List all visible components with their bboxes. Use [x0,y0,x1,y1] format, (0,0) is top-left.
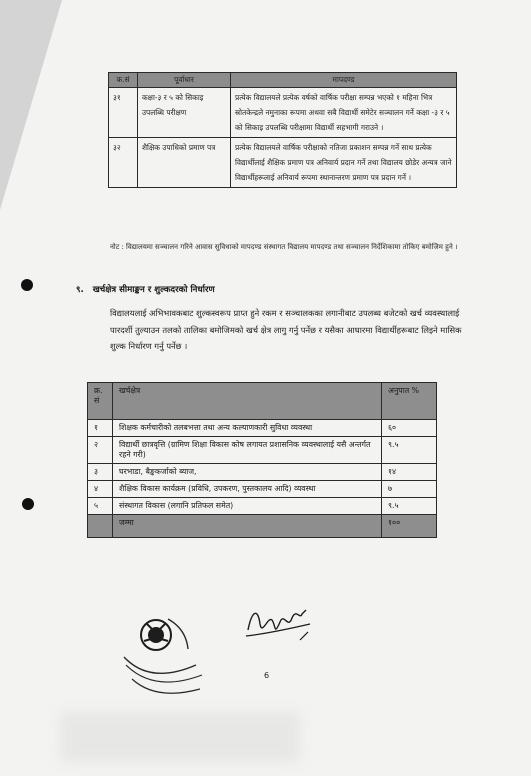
row-ratio: १४ [382,464,437,481]
page-number: 6 [264,671,270,680]
row-area: शैक्षिक विकास कार्यक्रम (प्रविधि, उपकरण, पुस्तकालय आदि) व्यवस्था [113,481,382,498]
section-title: खर्चक्षेत्र सीमाङ्कन र शुल्कदरको निर्धारण [92,285,215,295]
total-label: जम्मा [113,515,382,538]
row-ratio: ७ [382,481,437,498]
signature [244,600,314,646]
section-heading [76,283,215,295]
row-sn: ४ [88,481,113,498]
total-row [88,515,437,538]
scan-corner-shadow [0,0,62,210]
header-sn: क्र. सं [88,383,113,420]
row-area: शिक्षक कर्मचारीको तलबभत्ता तथा अन्य कल्याणकारी सुविधा व्यवस्था [113,420,382,437]
row-area: संस्थागत विकास (लगानि प्रतिफल समेत) [113,498,382,515]
header-sn: क.सं [109,73,138,88]
table-row [88,481,437,498]
row-ratio: ९.५ [382,437,437,464]
row-area: विद्यार्थी छात्रवृत्ति (ग्रामिण शिक्षा विकास कोष लगायत प्रशासनिक व्यवस्थालाई यसै अन्तर्गत रहने गरी) [113,437,382,464]
table-row [109,88,457,138]
criteria-table [108,72,457,188]
header-ratio: अनुपात % [382,383,437,420]
expense-table-header [88,383,437,420]
row-ratio: ९.५ [382,498,437,515]
row-sn: १ [88,420,113,437]
table-row [88,420,437,437]
note-text: नोट : विद्यालयमा सञ्चालन गरिने आवास सुविधाको मापदण्ड संस्थागत विद्यालय मापदण्ड तथा सञ्चालन निर्देशिकामा तोकिए बमोजिम हुने । [110,243,458,251]
header-criteria: मापदण्ड [231,73,457,88]
total-blank [88,515,113,538]
row-sn: ३२ [109,138,138,188]
row-sn: ३१ [109,88,138,138]
scan-smudge [60,712,300,762]
criteria-table-header [109,73,457,88]
row-sn: २ [88,437,113,464]
row-item: शैक्षिक उपाधिको प्रमाण पत्र [138,138,231,188]
row-item: कक्षा-३ र ५ को सिकाइ उपलब्धि परीक्षण [138,88,231,138]
row-sn: ५ [88,498,113,515]
table-row [88,464,437,481]
table-row [109,138,457,188]
row-ratio: ६० [382,420,437,437]
punch-hole-top [21,279,33,291]
punch-hole-bottom [22,498,34,510]
header-infrastructure: पूर्वाधार [138,73,231,88]
section-number: ९. [76,285,84,295]
table-row [88,437,437,464]
table-row [88,498,437,515]
row-criteria: प्रत्येक विद्यालयले वार्षिक परीक्षाको नतिजा प्रकाशन सम्पन्न गर्ने साथ प्रत्येक विद्यार्थीलाई शैक्षिक प्रमाण पत्र अनिवार्य प्रदान गर्ने तथा विद्यालय छोडेर अन्यत्र जाने विद्यार्थीहरूलाई अनिवार्य रूपमा स्थानान्तरण प्रमाण पत्र प्रदान गर्ने । [231,138,457,188]
row-sn: ३ [88,464,113,481]
row-area: घरभाडा, बैङ्ककर्जाको ब्याज, [113,464,382,481]
section-paragraph: विद्यालयलाई अभिभावकबाट शुल्कस्वरूप प्राप्त हुने रकम र सञ्चालकका लगानीबाट उपलब्ध बजेटको खर्च व्यवस्थालाई पारदर्शी तुल्याउन तलको तालिका बमोजिमको खर्च क्षेत्र लागु गर्नु पर्नेछ र यसैका आधारमा विद्यार्थीहरूबाट लिइने मासिक शुल्क निर्धारण गर्नु पर्नेछ । [110,308,462,351]
header-expense-area: खर्चक्षेत्र [113,383,382,420]
row-criteria: प्रत्येक विद्यालयले प्रत्येक वर्षको वार्षिक परीक्षा सम्पन्न भएको १ महिना भित्र स्रोतकेन्द्रले नमुनाका रूपमा अथवा सबै विद्यार्थी समेटेर सञ्चालन गर्ने कक्षा -३ र ५ को सिकाइ उपलब्धि परीक्षामा विद्यार्थी सहभागी गराउने । [231,88,457,138]
office-stamp [116,605,212,701]
total-value: १०० [382,515,437,538]
expense-table [87,382,437,538]
